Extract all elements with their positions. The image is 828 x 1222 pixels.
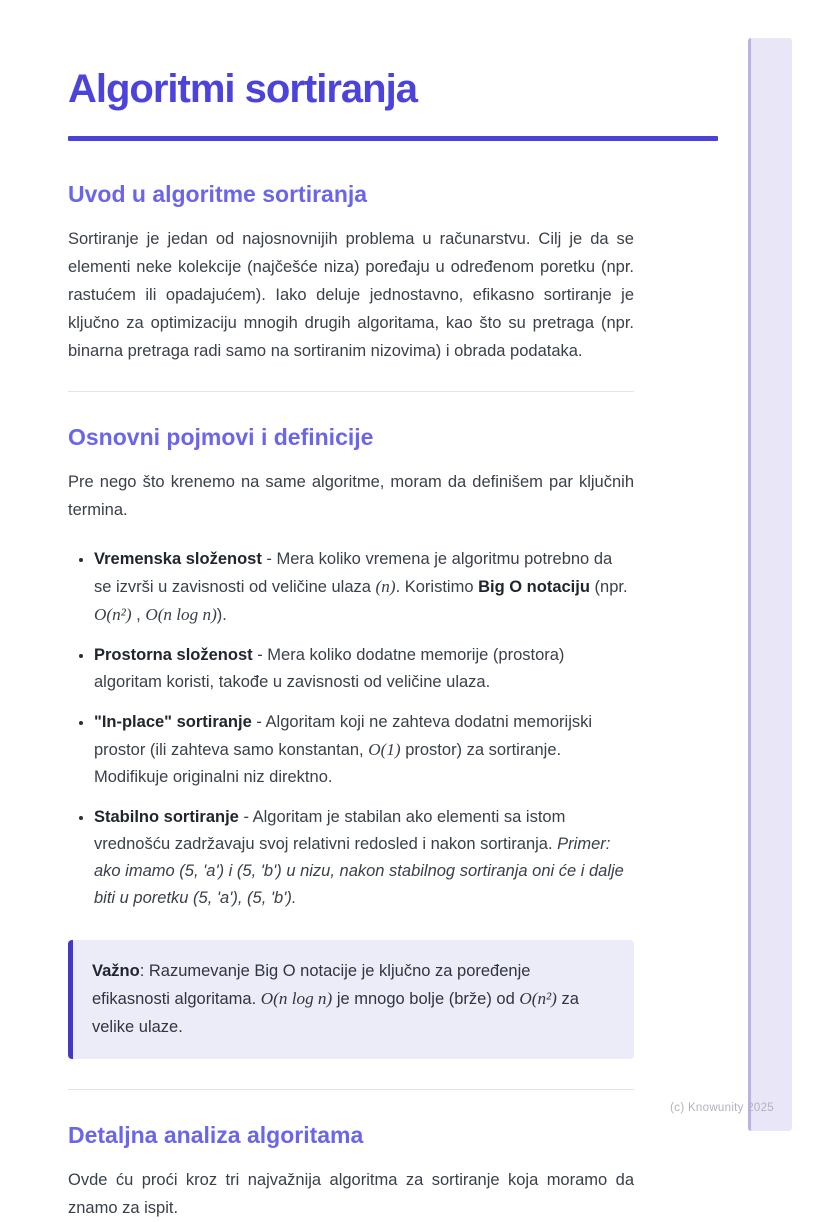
section-divider: [68, 1089, 634, 1090]
math-expression: O(n²): [94, 605, 132, 624]
term-label: Vremenska složenost: [94, 550, 262, 568]
math-expression: O(n log n): [260, 989, 333, 1008]
section-heading-analysis: Detaljna analiza algoritama: [68, 1122, 364, 1148]
document-page: [68, 0, 718, 1222]
section-divider: [68, 391, 634, 392]
math-expression: O(1): [368, 740, 401, 759]
list-item-time-complexity: • Vremenska složenost - Mera koliko vremena je algoritmu potrebno da se izvrši u zavisnosti od veličine ulaza (n). Koristimo Big O notaciju (npr. O(n²) , O(n log n)).: [94, 546, 634, 629]
list-item-in-place: • "In-place" sortiranje - Algoritam koji ne zahteva dodatni memorijski prostor (ili zahteva samo konstantan, O(1) prostor) za sortiranje. Modifikuje originalni niz direktno.: [94, 709, 634, 791]
important-callout: Važno: Razumevanje Big O notacije je ključno za poređenje efikasnosti algoritama. O(n log n) je mnogo bolje (brže) od O(n²) za velike ulaze.: [68, 940, 634, 1059]
section-heading-terms: Osnovni pojmovi i definicije: [68, 424, 374, 450]
bold-phrase: Big O notaciju: [478, 578, 590, 596]
section-heading-intro: Uvod u algoritme sortiranja: [68, 181, 368, 207]
list-item-stable-sort: • Stabilno sortiranje - Algoritam je stabilan ako elementi sa istom vrednošću zadržavaju svoj relativni redosled i nakon sortiranja. Primer: ako imamo (5, 'a') i (5, 'b') u nizu, nakon stabilnog sortiranja oni će i dalje biti u poretku (5, 'a'), (5, 'b').: [94, 804, 634, 912]
footer-credit: (c) Knowunity 2025: [670, 1102, 774, 1114]
page-title: Algoritmi sortiranja: [68, 67, 417, 111]
callout-label: Važno: [92, 962, 140, 980]
term-label: "In-place" sortiranje: [94, 713, 252, 731]
intro-paragraph: Sortiranje je jedan od najosnovnijih problema u računarstvu. Cilj je da se elementi neke kolekcije (najčešće niza) poređaju u određenom poretku (npr. rastućem ili opadajućem). Iako deluje jednostavno, efikasno sortiranje je ključno za optimizaciju mnogih drugih algoritama, kao što su pretraga (npr. binarna pretraga radi samo na sortiranim nizovima) i obrada podataka.: [68, 230, 634, 360]
terms-list: [68, 546, 634, 912]
math-expression: O(n²): [519, 989, 557, 1008]
term-label: Stabilno sortiranje: [94, 808, 239, 826]
term-label: Prostorna složenost: [94, 646, 253, 664]
math-expression: (n): [375, 577, 396, 596]
example-italic: Primer: ako imamo (5, 'a') i (5, 'b') u nizu, nakon stabilnog sortiranja oni će i dalje biti u poretku (5, 'a'), (5, 'b').: [94, 835, 624, 907]
list-item-space-complexity: • Prostorna složenost - Mera koliko dodatne memorije (prostora) algoritam koristi, takođe u zavisnosti od veličine ulaza.: [94, 642, 634, 696]
title-underline-rule: [68, 136, 718, 141]
terms-intro-paragraph: Pre nego što krenemo na same algoritme, moram da definišem par ključnih termina.: [68, 473, 634, 519]
analysis-paragraph: Ovde ću proći kroz tri najvažnija algoritma za sortiranje koja moramo da znamo za ispit.: [68, 1171, 634, 1217]
page-edge-strip: [748, 38, 792, 1131]
math-expression: O(n log n): [145, 605, 217, 624]
